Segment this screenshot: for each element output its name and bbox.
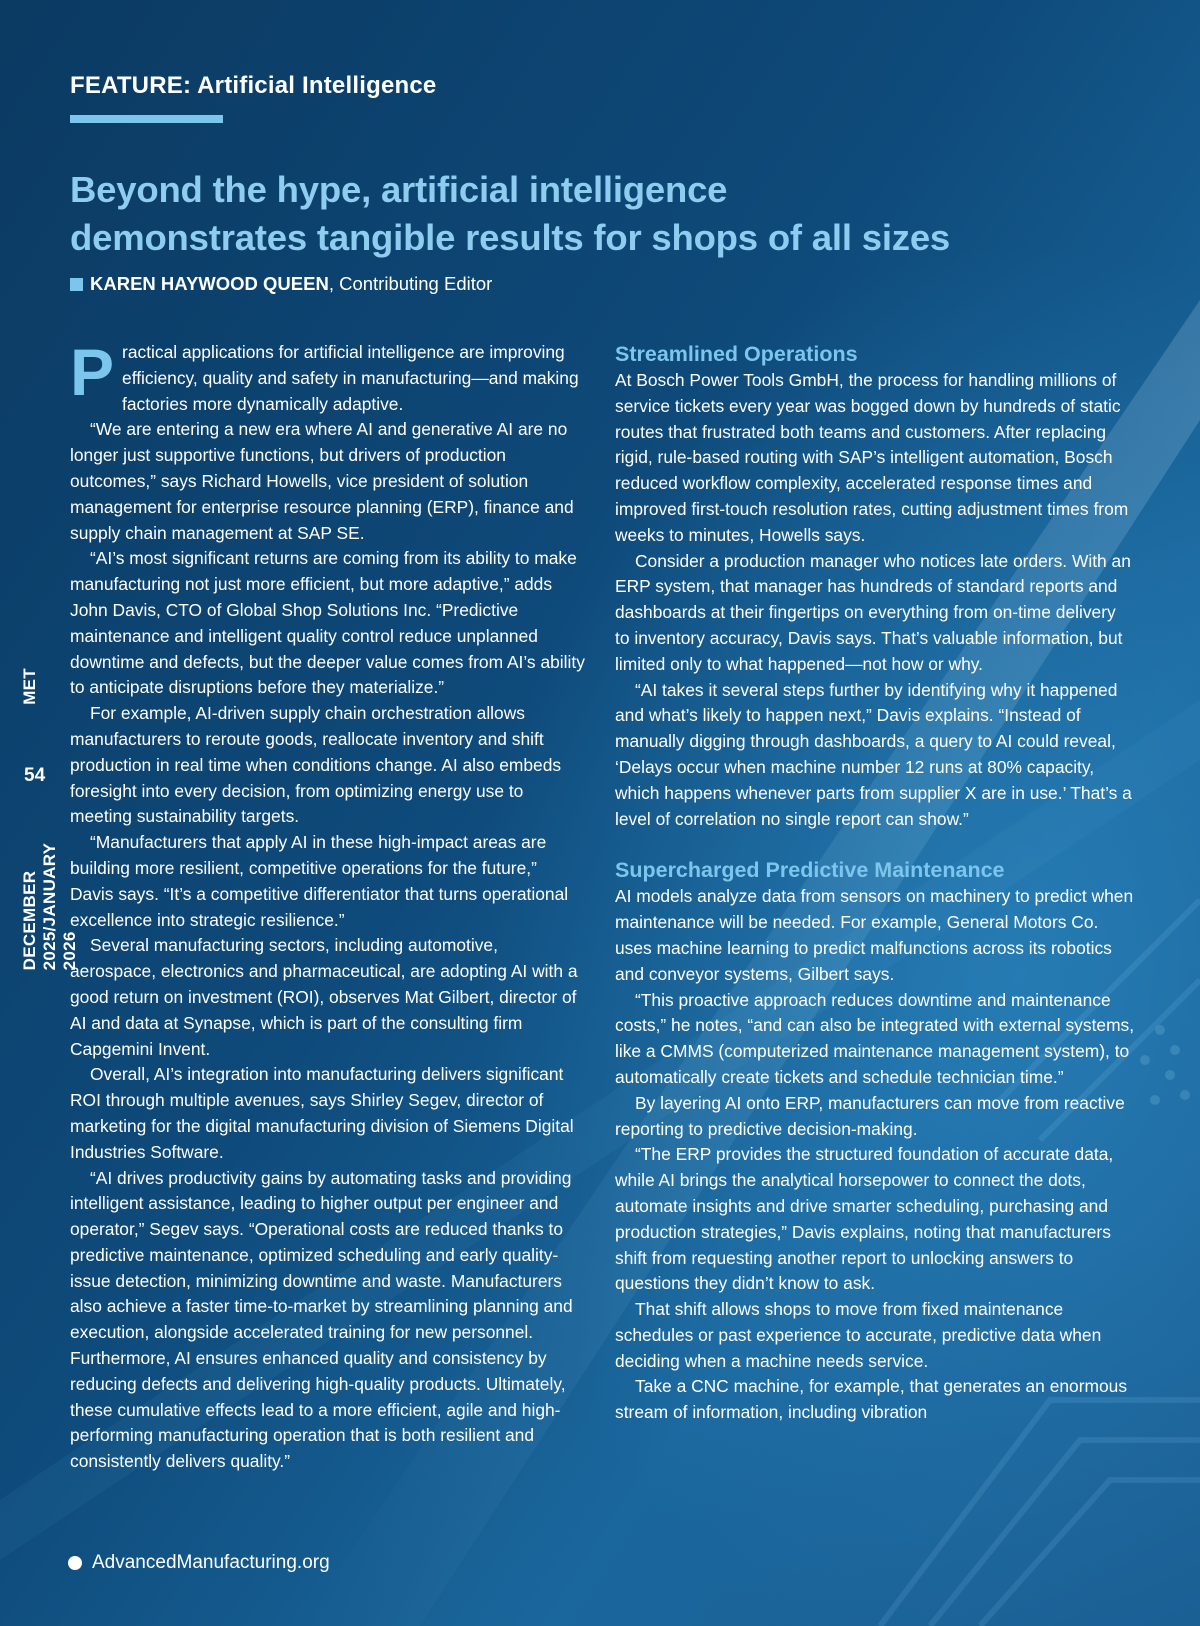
subhead-predictive-maintenance: Supercharged Predictive Maintenance <box>615 858 1005 883</box>
headline-line-1: Beyond the hype, artificial intelligence <box>70 169 728 210</box>
dropcap: P <box>70 335 115 409</box>
issue-date: DECEMBER 2025/JANUARY 2026 <box>20 842 79 971</box>
paragraph: “We are entering a new era where AI and generative AI are no longer just supportive functions, but drivers of production outcomes,” says Richard Howells, vice president of solution management for enterprise resource planning (ERP), finance and supply chain management at SAP SE. <box>70 419 574 543</box>
paragraph: “Manufacturers that apply AI in these high-impact areas are building more resilient, competitive operations for the future,” Davis says. “It’s a competitive differentiator that turns operational excellence into strategic resilience.” <box>70 832 569 930</box>
paragraph: At Bosch Power Tools GmbH, the process for handling millions of service tickets every year was bogged down by hundreds of static routes that frustrated both teams and customers. After replacing rigid, rule-based routing with SAP’s intelligent automation, Bosch reduced workflow complexity, accelerated response times and improved first-touch resolution rates, cutting adjustment times from weeks to minutes, Howells says. <box>615 370 1129 545</box>
byline-square-icon <box>70 278 83 291</box>
section-label: FEATURE: Artificial Intelligence <box>70 72 437 99</box>
paragraph: That shift allows shops to move from fixed maintenance schedules or past experience to accurate, predictive data when deciding when a machine needs service. <box>615 1299 1102 1371</box>
paragraph: “AI’s most significant returns are coming from its ability to make manufacturing not just more efficient, but more adaptive,” adds John Davis, CTO of Global Shop Solutions Inc. “Predictive maintenance and intelligent quality control reduce unplanned downtime and defects, but the deeper value comes from AI’s ability to anticipate disruptions before they materialize.” <box>70 548 585 698</box>
headline <box>70 166 1130 262</box>
section-rule <box>70 115 223 123</box>
paragraph: Several manufacturing sectors, including automotive, aerospace, electronics and pharmaceutical, are adopting AI with a good return on investment (ROI), observes Mat Gilbert, director of AI and data at Synapse, which is part of the consulting firm Capgemini Invent. <box>70 935 578 1059</box>
byline-role: , Contributing Editor <box>328 273 493 294</box>
paragraph: For example, AI-driven supply chain orchestration allows manufacturers to reroute goods, reallocate inventory and shift production in real time when conditions change. AI also embeds foresight into every decision, from optimizing energy use to meeting sustainability targets. <box>70 703 562 827</box>
footer <box>68 1552 330 1574</box>
paragraph: Overall, AI’s integration into manufacturing delivers significant ROI through multiple avenues, says Shirley Segev, director of marketing for the digital manufacturing division of Siemens Digital Industries Software. <box>70 1064 574 1162</box>
bullet-dot-icon <box>68 1556 82 1570</box>
paragraph: “The ERP provides the structured foundation of accurate data, while AI brings the analytical horsepower to connect the dots, automate insights and drive smarter scheduling, purchasing and production strategies,” Davis explains, noting that manufacturers shift from requesting another report to unlocking answers to questions they didn’t know to ask. <box>615 1144 1114 1294</box>
paragraph: By layering AI onto ERP, manufacturers can move from reactive reporting to predictive decision-making. <box>615 1092 1125 1139</box>
lead-text: ractical applications for artificial intelligence are improving efficiency, quality and safety in manufacturing—and making factories more dynamically adaptive. <box>122 342 579 414</box>
page-number: 54 <box>24 765 46 786</box>
byline <box>70 273 492 295</box>
paragraph: Take a CNC machine, for example, that generates an enormous stream of information, including vibration <box>615 1376 1128 1423</box>
magazine-name: MET <box>20 668 39 705</box>
headline-line-2: demonstrates tangible results for shops of all sizes <box>70 217 951 258</box>
right-column <box>615 340 1135 1426</box>
footer-website-link[interactable]: AdvancedManufacturing.org <box>92 1552 330 1573</box>
paragraph: Consider a production manager who notices late orders. With an ERP system, that manager has hundreds of standard reports and dashboards at their fingertips on everything from on-time delivery to inventory accuracy, Davis says. That’s valuable information, but limited only to what happened—not how or why. <box>615 550 1131 674</box>
paragraph: “AI drives productivity gains by automating tasks and providing intelligent assistance, leading to higher output per engineer and operator,” Segev says. “Operational costs are reduced thanks to predictive maintenance, optimized scheduling and early quality-issue detection, minimizing downtime and waste. Manufacturers also achieve a faster time-to-market by streamlining planning and execution, alongside accelerated training for new personnel. Furthermore, AI ensures enhanced quality and consistency by reducing defects and delivering high-quality products. Ultimately, these cumulative effects lead to a more efficient, agile and high-performing manufacturing operation that is both resilient and consistently delivers quality.” <box>70 1167 573 1472</box>
paragraph: AI models analyze data from sensors on machinery to predict when maintenance will be needed. For example, General Motors Co. uses machine learning to predict malfunctions across its robotics and conveyor systems, Gilbert says. <box>615 886 1134 984</box>
paragraph: “This proactive approach reduces downtime and maintenance costs,” he notes, “and can also be integrated with external systems, like a CMMS (computerized maintenance management system), to automatically create tickets and schedule technician time.” <box>615 989 1135 1087</box>
paragraph-lead <box>70 335 585 417</box>
paragraph: “AI takes it several steps further by identifying why it happened and what’s likely to happen next,” Davis explains. “Instead of manually digging through dashboards, a query to AI could reveal, ‘Delays occur when machine number 12 runs at 80% capacity, which happens whenever parts from supplier X are in use.’ That’s a level of correlation no single report can show.” <box>615 679 1132 829</box>
subhead-streamlined-operations: Streamlined Operations <box>615 342 858 366</box>
left-column <box>70 335 585 1475</box>
byline-author: KAREN HAYWOOD QUEEN <box>90 273 329 294</box>
